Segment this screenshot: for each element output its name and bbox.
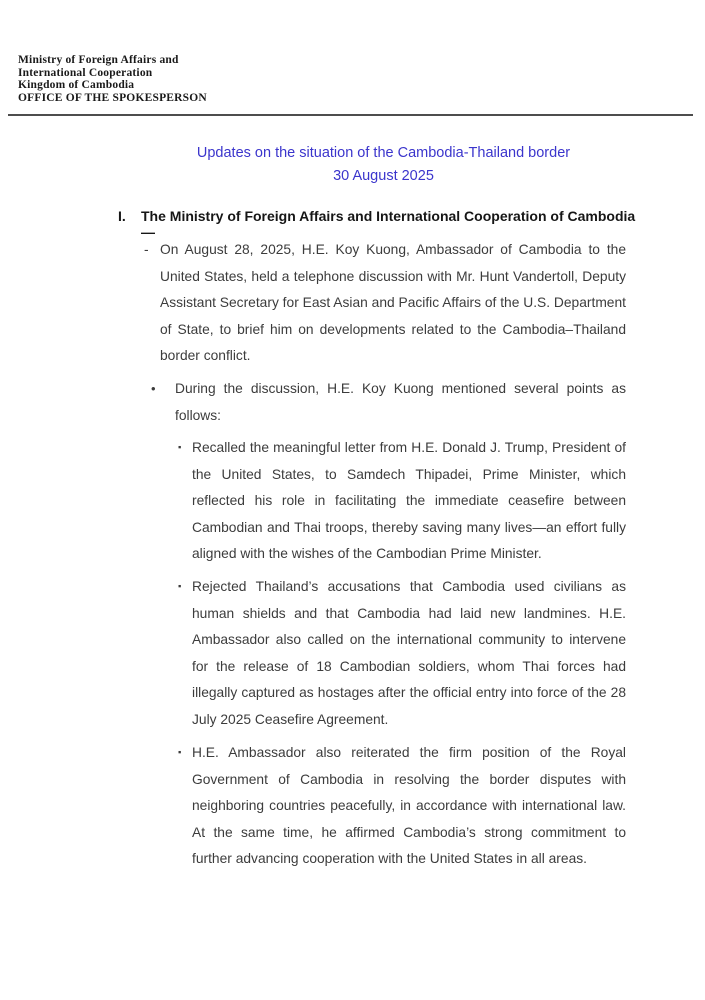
letterhead-line-ministry: Ministry of Foreign Affairs and: [18, 54, 179, 66]
section-heading: [118, 208, 638, 240]
paragraph-text: During the discussion, H.E. Koy Kuong mentioned several points as follows:: [175, 381, 626, 423]
square-bullet-marker: ▪: [178, 442, 182, 453]
title-line: Updates on the situation of the Cambodia-Thailand border: [196, 145, 571, 161]
dash-marker: -: [144, 242, 149, 257]
letterhead-line-office: OFFICE OF THE SPOKESPERSON: [18, 91, 207, 104]
paragraph-trump-letter: [178, 435, 626, 568]
paragraph-rejected-accusations: [178, 574, 626, 733]
section-numeral: I.: [118, 208, 126, 224]
paragraph-firm-position: [178, 740, 626, 873]
paragraph-text: On August 28, 2025, H.E. Koy Kuong, Ambassador of Cambodia to the United States, held a telephone discussion with Mr. Hunt Vandertoll, Deputy Assistant Secretary for East Asian and Pacific Affairs of the U.S. Department of State, to brief him on developments related to the Cambodia–Thailand border conflict.: [160, 242, 626, 363]
document-title: [140, 142, 627, 188]
square-bullet-marker: ▪: [178, 581, 182, 592]
section-heading-text: The Ministry of Foreign Affairs and International Cooperation of Cambodia—: [141, 208, 636, 240]
header-divider: [8, 114, 693, 116]
letterhead-line-cooperation: International Cooperation: [18, 66, 153, 79]
paragraph-text: Rejected Thailand’s accusations that Cambodia used civilians as human shields and that Cambodia had laid new landmines. H.E. Ambassador also called on the international community to intervene for the release of 18 Cambodian soldiers, whom Thai forces had illegally captured as hostages after the official entry into force of the 28 July 2025 Ceasefire Agreement.: [192, 579, 626, 727]
paragraph-points-intro: [151, 376, 626, 429]
paragraph-text: Recalled the meaningful letter from H.E. Donald J. Trump, President of the United States, to Samdech Thipadei, Prime Minister, which reflected his role in facilitating the immediate ceasefire between Cambodian and Thai troops, thereby saving many lives—an effort fully aligned with the wishes of the Cambodian Prime Minister.: [192, 440, 626, 561]
letterhead-line-kingdom: Kingdom of Cambodia: [18, 79, 135, 92]
bullet-marker: •: [151, 381, 156, 396]
letterhead: [18, 54, 207, 104]
square-bullet-marker: ▪: [178, 747, 182, 758]
paragraph-text: H.E. Ambassador also reiterated the firm position of the Royal Government of Cambodia in resolving the border disputes with neighboring countries peacefully, in accordance with international law. At the same time, he affirmed Cambodia’s strong commitment to further advancing cooperation with the United States in all areas.: [192, 745, 626, 866]
title-date: 30 August 2025: [333, 168, 434, 184]
paragraph-telephone-discussion: [144, 237, 626, 370]
